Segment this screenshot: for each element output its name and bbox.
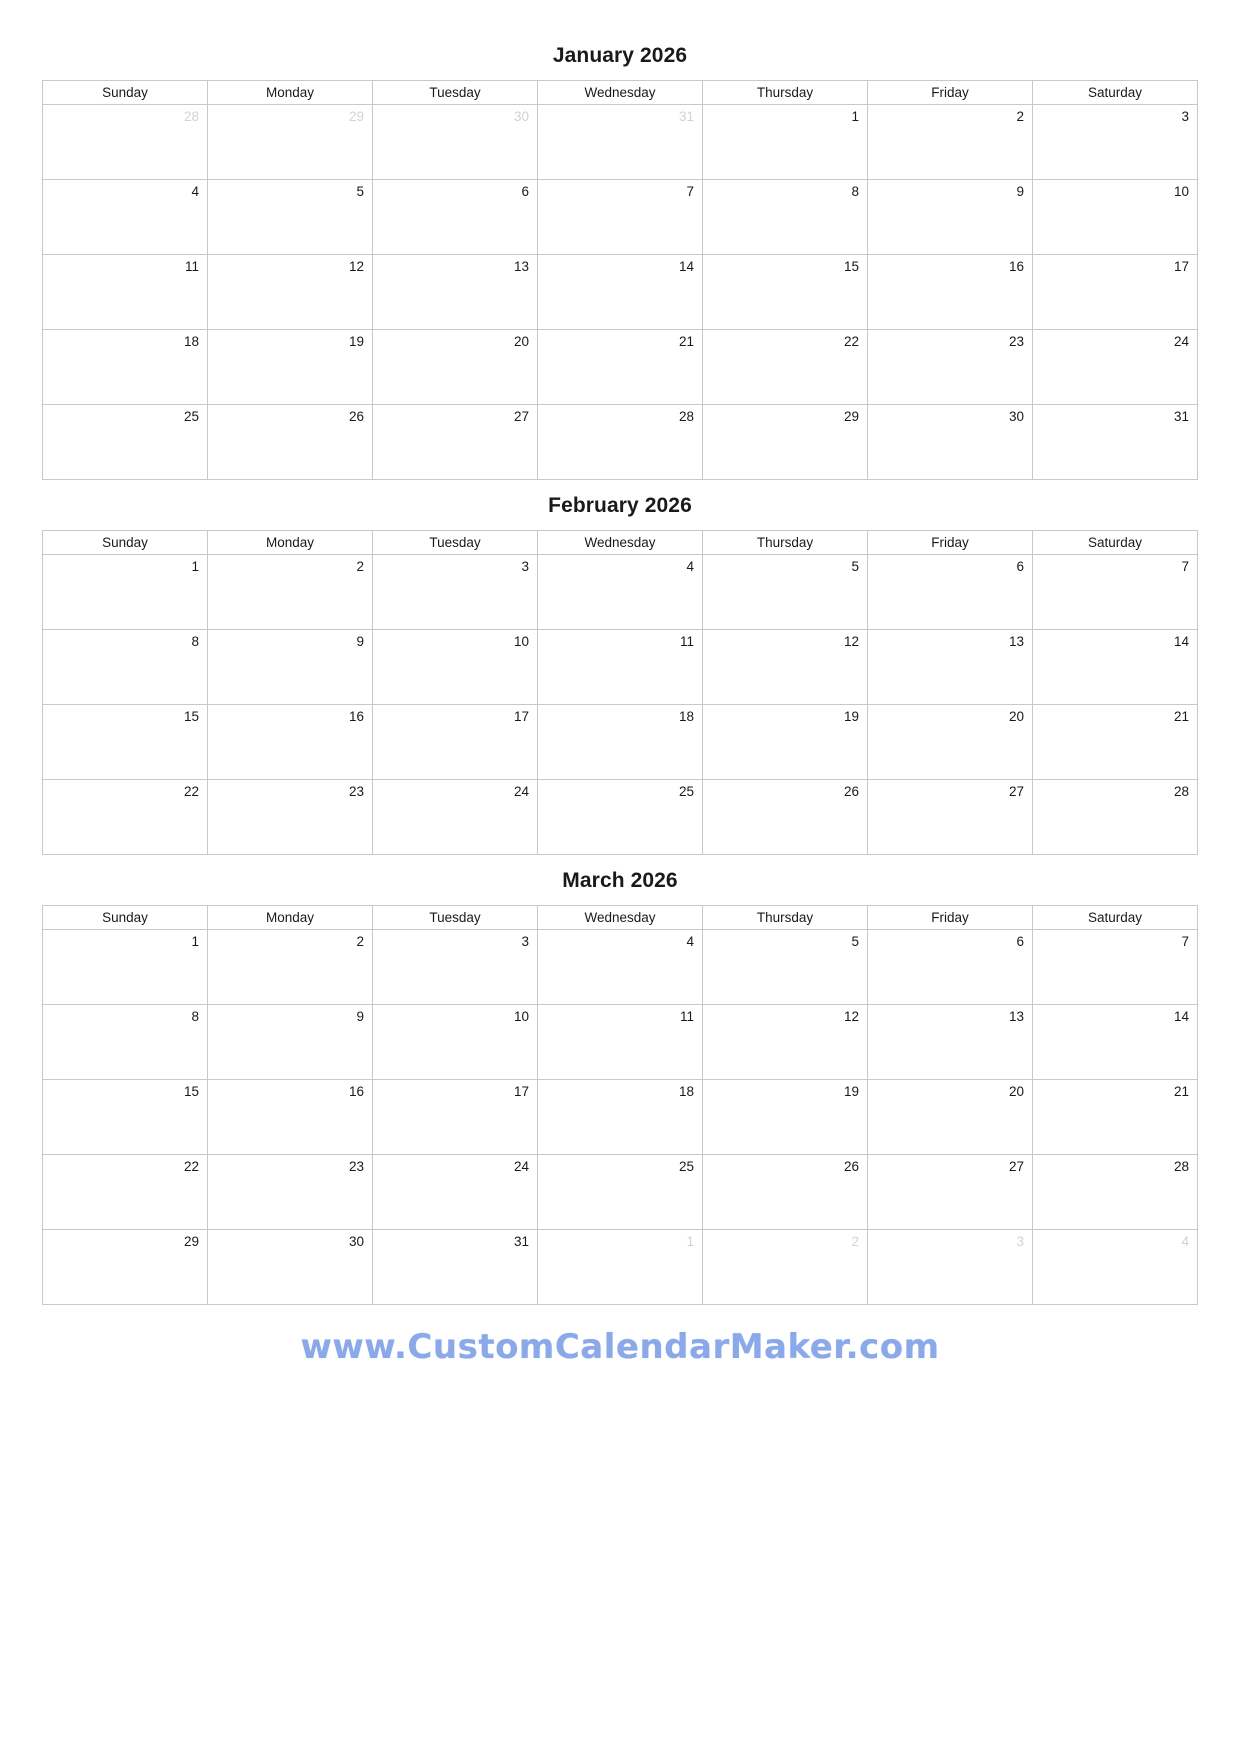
week-row <box>43 1155 1198 1230</box>
day-cell[interactable]: 2 <box>208 555 373 630</box>
day-cell[interactable]: 24 <box>373 780 538 855</box>
week-row <box>43 330 1198 405</box>
day-cell[interactable]: 10 <box>373 1005 538 1080</box>
day-cell[interactable]: 28 <box>1033 780 1198 855</box>
day-cell[interactable]: 31 <box>1033 405 1198 480</box>
day-cell-outside-month[interactable]: 28 <box>43 105 208 180</box>
day-cell[interactable]: 20 <box>868 705 1033 780</box>
day-cell[interactable]: 14 <box>1033 1005 1198 1080</box>
day-cell[interactable]: 17 <box>373 705 538 780</box>
weekday-header: Wednesday <box>538 531 703 555</box>
weekday-header: Monday <box>208 906 373 930</box>
day-cell[interactable]: 20 <box>868 1080 1033 1155</box>
day-cell[interactable]: 18 <box>538 1080 703 1155</box>
day-cell[interactable]: 12 <box>703 630 868 705</box>
day-cell[interactable]: 24 <box>373 1155 538 1230</box>
week-row <box>43 1230 1198 1305</box>
weekday-header: Friday <box>868 531 1033 555</box>
weekday-header: Friday <box>868 81 1033 105</box>
day-cell[interactable]: 4 <box>43 180 208 255</box>
week-row <box>43 555 1198 630</box>
page-footer <box>42 1305 1198 1367</box>
day-cell[interactable]: 19 <box>703 1080 868 1155</box>
day-cell[interactable]: 22 <box>703 330 868 405</box>
weekday-header-row <box>43 81 1198 105</box>
day-cell[interactable]: 14 <box>538 255 703 330</box>
day-cell[interactable]: 1 <box>43 555 208 630</box>
day-cell[interactable]: 27 <box>373 405 538 480</box>
day-cell[interactable]: 5 <box>208 180 373 255</box>
week-row <box>43 1005 1198 1080</box>
day-cell[interactable]: 26 <box>703 1155 868 1230</box>
day-cell[interactable]: 25 <box>43 405 208 480</box>
day-cell[interactable]: 27 <box>868 780 1033 855</box>
day-cell[interactable]: 11 <box>538 630 703 705</box>
weekday-header: Friday <box>868 906 1033 930</box>
weekday-header: Sunday <box>43 906 208 930</box>
day-cell[interactable]: 22 <box>43 780 208 855</box>
day-cell-outside-month[interactable]: 31 <box>538 105 703 180</box>
day-cell[interactable]: 13 <box>868 630 1033 705</box>
day-cell[interactable]: 22 <box>43 1155 208 1230</box>
weekday-header-row <box>43 906 1198 930</box>
month-block <box>42 480 1198 855</box>
week-row <box>43 255 1198 330</box>
month-grid <box>42 530 1198 855</box>
weekday-header: Wednesday <box>538 81 703 105</box>
day-cell[interactable]: 23 <box>208 780 373 855</box>
day-cell[interactable]: 28 <box>538 405 703 480</box>
day-cell[interactable]: 10 <box>1033 180 1198 255</box>
day-cell[interactable]: 1 <box>43 930 208 1005</box>
day-cell[interactable]: 18 <box>538 705 703 780</box>
day-cell[interactable]: 7 <box>1033 930 1198 1005</box>
day-cell[interactable]: 16 <box>208 1080 373 1155</box>
weekday-header: Saturday <box>1033 906 1198 930</box>
day-cell[interactable]: 10 <box>373 630 538 705</box>
day-cell[interactable]: 11 <box>43 255 208 330</box>
day-cell[interactable]: 21 <box>538 330 703 405</box>
day-cell[interactable]: 2 <box>868 105 1033 180</box>
day-cell-outside-month[interactable]: 2 <box>703 1230 868 1305</box>
day-cell[interactable]: 11 <box>538 1005 703 1080</box>
weekday-header: Tuesday <box>373 81 538 105</box>
week-row <box>43 1080 1198 1155</box>
day-cell[interactable]: 3 <box>1033 105 1198 180</box>
day-cell-outside-month[interactable]: 1 <box>538 1230 703 1305</box>
day-cell[interactable]: 28 <box>1033 1155 1198 1230</box>
day-cell[interactable]: 2 <box>208 930 373 1005</box>
month-title: March 2026 <box>562 869 678 892</box>
day-cell[interactable]: 15 <box>703 255 868 330</box>
day-cell[interactable]: 29 <box>43 1230 208 1305</box>
weekday-header: Wednesday <box>538 906 703 930</box>
weekday-header: Sunday <box>43 531 208 555</box>
day-cell[interactable]: 6 <box>868 555 1033 630</box>
day-cell[interactable]: 9 <box>868 180 1033 255</box>
weekday-header: Saturday <box>1033 81 1198 105</box>
day-cell[interactable]: 19 <box>703 705 868 780</box>
weekday-header: Monday <box>208 531 373 555</box>
months-container <box>42 30 1198 1305</box>
day-cell[interactable]: 6 <box>868 930 1033 1005</box>
day-cell[interactable]: 30 <box>868 405 1033 480</box>
day-cell[interactable]: 31 <box>373 1230 538 1305</box>
day-cell[interactable]: 5 <box>703 930 868 1005</box>
day-cell[interactable]: 17 <box>373 1080 538 1155</box>
week-row <box>43 780 1198 855</box>
day-cell[interactable]: 19 <box>208 330 373 405</box>
day-cell[interactable]: 29 <box>703 405 868 480</box>
day-cell[interactable]: 21 <box>1033 1080 1198 1155</box>
day-cell[interactable]: 21 <box>1033 705 1198 780</box>
day-cell[interactable]: 20 <box>373 330 538 405</box>
weekday-header: Monday <box>208 81 373 105</box>
weekday-header: Thursday <box>703 81 868 105</box>
week-row <box>43 630 1198 705</box>
day-cell[interactable]: 18 <box>43 330 208 405</box>
day-cell[interactable]: 14 <box>1033 630 1198 705</box>
month-grid <box>42 80 1198 480</box>
day-cell[interactable]: 8 <box>43 1005 208 1080</box>
week-row <box>43 405 1198 480</box>
day-cell[interactable]: 27 <box>868 1155 1033 1230</box>
custom-calendar-maker-link[interactable]: www.CustomCalendarMaker.com <box>300 1327 940 1367</box>
day-cell[interactable]: 1 <box>703 105 868 180</box>
day-cell[interactable]: 8 <box>703 180 868 255</box>
week-row <box>43 180 1198 255</box>
month-block <box>42 30 1198 480</box>
day-cell[interactable]: 17 <box>1033 255 1198 330</box>
day-cell[interactable]: 9 <box>208 1005 373 1080</box>
weekday-header-row <box>43 531 1198 555</box>
day-cell-outside-month[interactable]: 29 <box>208 105 373 180</box>
day-cell[interactable]: 7 <box>1033 555 1198 630</box>
weekday-header: Tuesday <box>373 531 538 555</box>
month-block <box>42 855 1198 1305</box>
day-cell[interactable]: 6 <box>373 180 538 255</box>
day-cell[interactable]: 30 <box>208 1230 373 1305</box>
day-cell[interactable]: 4 <box>538 930 703 1005</box>
day-cell[interactable]: 23 <box>868 330 1033 405</box>
weekday-header: Saturday <box>1033 531 1198 555</box>
day-cell[interactable]: 26 <box>703 780 868 855</box>
week-row <box>43 105 1198 180</box>
day-cell[interactable]: 15 <box>43 1080 208 1155</box>
day-cell[interactable]: 24 <box>1033 330 1198 405</box>
day-cell[interactable]: 13 <box>868 1005 1033 1080</box>
month-title: February 2026 <box>548 494 692 517</box>
day-cell[interactable]: 8 <box>43 630 208 705</box>
day-cell[interactable]: 15 <box>43 705 208 780</box>
weekday-header: Thursday <box>703 906 868 930</box>
day-cell[interactable]: 26 <box>208 405 373 480</box>
month-title: January 2026 <box>552 44 688 67</box>
day-cell[interactable]: 23 <box>208 1155 373 1230</box>
day-cell[interactable]: 13 <box>373 255 538 330</box>
day-cell[interactable]: 12 <box>208 255 373 330</box>
day-cell-outside-month[interactable]: 3 <box>868 1230 1033 1305</box>
day-cell[interactable]: 5 <box>703 555 868 630</box>
day-cell[interactable]: 12 <box>703 1005 868 1080</box>
day-cell[interactable]: 16 <box>208 705 373 780</box>
day-cell[interactable]: 16 <box>868 255 1033 330</box>
weekday-header: Tuesday <box>373 906 538 930</box>
day-cell[interactable]: 3 <box>373 555 538 630</box>
day-cell[interactable]: 4 <box>538 555 703 630</box>
day-cell[interactable]: 7 <box>538 180 703 255</box>
day-cell-outside-month[interactable]: 30 <box>373 105 538 180</box>
month-grid <box>42 905 1198 1305</box>
weekday-header: Thursday <box>703 531 868 555</box>
day-cell[interactable]: 25 <box>538 1155 703 1230</box>
weekday-header: Sunday <box>43 81 208 105</box>
day-cell-outside-month[interactable]: 4 <box>1033 1230 1198 1305</box>
week-row <box>43 705 1198 780</box>
week-row <box>43 930 1198 1005</box>
day-cell[interactable]: 25 <box>538 780 703 855</box>
day-cell[interactable]: 3 <box>373 930 538 1005</box>
day-cell[interactable]: 9 <box>208 630 373 705</box>
